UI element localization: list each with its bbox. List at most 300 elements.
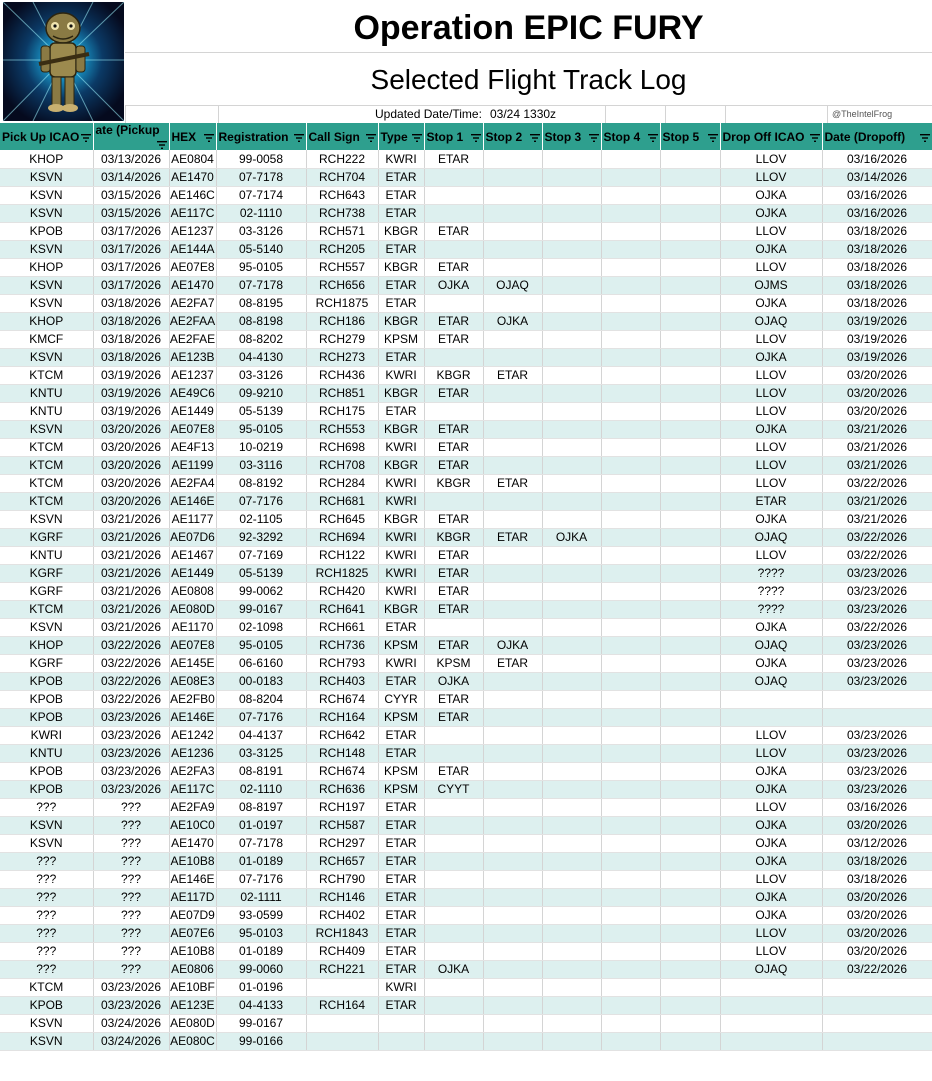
table-cell[interactable]: 03/21/2026 — [822, 420, 932, 438]
table-cell[interactable]: KSVN — [0, 204, 93, 222]
table-cell[interactable] — [601, 582, 660, 600]
table-cell[interactable]: LLOV — [720, 474, 822, 492]
table-cell[interactable] — [483, 294, 542, 312]
table-cell[interactable]: 03/21/2026 — [822, 492, 932, 510]
table-cell[interactable]: KTCM — [0, 978, 93, 996]
table-row[interactable] — [0, 474, 932, 492]
table-cell[interactable] — [660, 924, 720, 942]
table-cell[interactable]: OJAQ — [720, 636, 822, 654]
table-cell[interactable]: 08-8195 — [216, 294, 306, 312]
table-cell[interactable]: AE1449 — [169, 564, 216, 582]
table-cell[interactable]: AE1449 — [169, 402, 216, 420]
table-cell[interactable] — [660, 474, 720, 492]
table-cell[interactable]: ETAR — [378, 906, 424, 924]
table-row[interactable] — [0, 438, 932, 456]
table-cell[interactable]: AE2FB0 — [170, 692, 215, 706]
table-cell[interactable]: ETAR — [424, 312, 483, 330]
table-cell[interactable] — [822, 1032, 932, 1050]
table-cell[interactable]: ETAR — [378, 168, 424, 186]
table-cell[interactable] — [660, 204, 720, 222]
table-cell[interactable]: 03/20/2026 — [822, 366, 932, 384]
table-cell[interactable] — [660, 636, 720, 654]
table-cell[interactable]: LLOV — [720, 726, 822, 744]
table-cell[interactable]: 08-8192 — [216, 474, 306, 492]
table-cell[interactable] — [483, 708, 542, 726]
table-cell[interactable] — [483, 456, 542, 474]
table-cell[interactable]: 03/15/2026 — [93, 186, 169, 204]
column-header[interactable] — [601, 123, 660, 150]
table-cell[interactable]: OJKA — [483, 312, 542, 330]
table-cell[interactable]: 03/16/2026 — [822, 204, 932, 222]
table-cell[interactable]: KPOB — [0, 672, 93, 690]
table-cell[interactable]: 07-7176 — [216, 708, 306, 726]
table-cell[interactable]: 03/23/2026 — [93, 708, 169, 726]
table-cell[interactable]: 07-7178 — [216, 834, 306, 852]
table-cell[interactable]: KGRF — [0, 528, 93, 546]
table-cell[interactable] — [601, 996, 660, 1014]
table-cell[interactable] — [660, 294, 720, 312]
table-cell[interactable] — [660, 492, 720, 510]
table-cell[interactable] — [542, 510, 601, 528]
table-cell[interactable]: AE1170 — [169, 618, 216, 636]
table-row[interactable] — [0, 654, 932, 672]
table-cell[interactable] — [660, 870, 720, 888]
table-cell[interactable]: KTCM — [0, 456, 93, 474]
table-cell[interactable]: OJAQ — [483, 276, 542, 294]
table-cell[interactable]: 03/23/2026 — [93, 744, 169, 762]
table-cell[interactable]: RCH436 — [306, 366, 378, 384]
table-cell[interactable]: 03-3126 — [216, 222, 306, 240]
table-cell[interactable] — [542, 582, 601, 600]
table-cell[interactable]: KSVN — [0, 510, 93, 528]
table-cell[interactable]: 95-0103 — [216, 924, 306, 942]
table-cell[interactable]: 03/16/2026 — [822, 150, 932, 168]
table-cell[interactable]: 03/21/2026 — [93, 564, 169, 582]
table-cell[interactable]: KSVN — [0, 420, 93, 438]
table-cell[interactable]: 03/24/2026 — [93, 1014, 169, 1032]
table-cell[interactable]: AE0806 — [169, 960, 216, 978]
column-header[interactable] — [0, 123, 93, 150]
table-cell[interactable]: LLOV — [720, 870, 822, 888]
table-cell[interactable] — [822, 708, 932, 726]
table-cell[interactable] — [424, 906, 483, 924]
table-cell[interactable]: 03/14/2026 — [822, 168, 932, 186]
table-row[interactable] — [0, 510, 932, 528]
table-cell[interactable]: ETAR — [378, 798, 424, 816]
table-cell[interactable] — [542, 1032, 601, 1050]
table-cell[interactable]: LLOV — [720, 258, 822, 276]
table-cell[interactable]: AE146E — [170, 494, 215, 508]
table-cell[interactable]: KSVN — [0, 240, 93, 258]
table-row[interactable] — [0, 186, 932, 204]
table-cell[interactable]: AE07D6 — [170, 530, 215, 544]
table-cell[interactable]: ETAR — [424, 564, 483, 582]
table-cell[interactable]: 03/23/2026 — [822, 564, 932, 582]
table-cell[interactable]: LLOV — [720, 402, 822, 420]
table-cell[interactable]: ???? — [720, 600, 822, 618]
table-cell[interactable]: KWRI — [378, 474, 424, 492]
table-cell[interactable]: 99-0167 — [216, 600, 306, 618]
table-cell[interactable]: RCH197 — [306, 798, 378, 816]
table-cell[interactable]: RCH279 — [306, 330, 378, 348]
table-cell[interactable]: AE10B8 — [170, 944, 215, 958]
table-cell[interactable] — [483, 690, 542, 708]
table-cell[interactable]: KWRI — [0, 726, 93, 744]
table-cell[interactable] — [660, 312, 720, 330]
table-cell[interactable]: 03/22/2026 — [822, 960, 932, 978]
column-header[interactable] — [216, 123, 306, 150]
table-cell[interactable]: 08-8191 — [216, 762, 306, 780]
table-cell[interactable] — [542, 672, 601, 690]
table-cell[interactable]: 03/20/2026 — [822, 384, 932, 402]
table-cell[interactable]: KPSM — [378, 780, 424, 798]
table-cell[interactable]: ETAR — [378, 960, 424, 978]
table-cell[interactable] — [601, 618, 660, 636]
table-cell[interactable] — [483, 510, 542, 528]
table-cell[interactable]: 03/19/2026 — [822, 312, 932, 330]
column-header[interactable] — [93, 123, 169, 150]
table-cell[interactable]: RCH851 — [306, 384, 378, 402]
table-cell[interactable] — [542, 654, 601, 672]
table-row[interactable] — [0, 402, 932, 420]
column-header[interactable] — [169, 123, 216, 150]
table-cell[interactable]: OJKA — [720, 654, 822, 672]
table-cell[interactable]: CYYR — [378, 690, 424, 708]
table-cell[interactable] — [483, 726, 542, 744]
table-cell[interactable] — [542, 780, 601, 798]
table-cell[interactable]: 05-5139 — [216, 402, 306, 420]
table-row[interactable] — [0, 420, 932, 438]
table-cell[interactable]: ETAR — [378, 888, 424, 906]
table-cell[interactable] — [542, 456, 601, 474]
table-cell[interactable] — [660, 672, 720, 690]
table-row[interactable] — [0, 276, 932, 294]
table-cell[interactable]: ETAR — [424, 222, 483, 240]
table-cell[interactable]: RCH694 — [306, 528, 378, 546]
filter-icon[interactable] — [81, 133, 91, 143]
table-cell[interactable]: RCH175 — [306, 402, 378, 420]
table-cell[interactable]: 03/20/2026 — [93, 420, 169, 438]
table-cell[interactable]: ETAR — [378, 618, 424, 636]
table-cell[interactable]: 08-8202 — [216, 330, 306, 348]
table-cell[interactable]: OJKA — [483, 636, 542, 654]
table-cell[interactable]: 07-7174 — [216, 186, 306, 204]
table-cell[interactable]: ETAR — [378, 942, 424, 960]
table-cell[interactable] — [424, 294, 483, 312]
table-cell[interactable]: ETAR — [378, 672, 424, 690]
table-cell[interactable]: 99-0060 — [216, 960, 306, 978]
table-cell[interactable] — [542, 294, 601, 312]
table-cell[interactable] — [660, 258, 720, 276]
table-cell[interactable]: OJKA — [720, 816, 822, 834]
table-cell[interactable]: OJKA — [720, 510, 822, 528]
table-cell[interactable]: ETAR — [378, 996, 424, 1014]
table-cell[interactable]: 03/24/2026 — [93, 1032, 169, 1050]
filter-icon[interactable] — [366, 133, 376, 143]
table-cell[interactable] — [660, 816, 720, 834]
table-cell[interactable] — [601, 636, 660, 654]
table-cell[interactable] — [483, 780, 542, 798]
table-cell[interactable]: 03/22/2026 — [822, 474, 932, 492]
table-row[interactable] — [0, 690, 932, 708]
table-row[interactable] — [0, 816, 932, 834]
table-cell[interactable]: 95-0105 — [216, 636, 306, 654]
table-cell[interactable] — [720, 708, 822, 726]
table-cell[interactable]: RCH681 — [306, 492, 378, 510]
table-cell[interactable]: KBGR — [424, 474, 483, 492]
table-row[interactable] — [0, 294, 932, 312]
filter-icon[interactable] — [294, 133, 304, 143]
table-cell[interactable]: AE1242 — [169, 726, 216, 744]
table-cell[interactable]: RCH1825 — [306, 564, 378, 582]
table-cell[interactable] — [424, 942, 483, 960]
table-cell[interactable]: ??? — [93, 798, 169, 816]
table-cell[interactable]: RCH642 — [306, 726, 378, 744]
table-cell[interactable]: 95-0105 — [216, 258, 306, 276]
table-cell[interactable] — [424, 402, 483, 420]
table-cell[interactable] — [601, 780, 660, 798]
table-cell[interactable] — [660, 780, 720, 798]
table-cell[interactable] — [542, 852, 601, 870]
table-cell[interactable]: ETAR — [424, 582, 483, 600]
table-cell[interactable]: KSVN — [0, 168, 93, 186]
table-cell[interactable] — [601, 798, 660, 816]
table-cell[interactable]: RCH736 — [306, 636, 378, 654]
table-cell[interactable]: AE144A — [170, 242, 215, 256]
column-header[interactable] — [483, 123, 542, 150]
table-cell[interactable]: 03/18/2026 — [93, 294, 169, 312]
table-cell[interactable] — [424, 852, 483, 870]
table-cell[interactable]: ETAR — [378, 816, 424, 834]
table-cell[interactable]: 03/21/2026 — [93, 528, 169, 546]
table-cell[interactable]: 03/21/2026 — [93, 510, 169, 528]
table-cell[interactable] — [822, 996, 932, 1014]
table-row[interactable] — [0, 636, 932, 654]
table-cell[interactable]: ???? — [720, 564, 822, 582]
table-cell[interactable]: 01-0189 — [216, 852, 306, 870]
table-cell[interactable]: 03/18/2026 — [822, 222, 932, 240]
table-cell[interactable]: ETAR — [378, 870, 424, 888]
table-cell[interactable] — [424, 186, 483, 204]
table-cell[interactable]: KNTU — [0, 546, 93, 564]
table-cell[interactable]: OJKA — [720, 888, 822, 906]
table-cell[interactable] — [542, 348, 601, 366]
table-cell[interactable] — [424, 168, 483, 186]
table-cell[interactable] — [720, 1032, 822, 1050]
table-cell[interactable] — [424, 870, 483, 888]
table-cell[interactable]: 03/21/2026 — [93, 546, 169, 564]
table-cell[interactable]: RCH643 — [306, 186, 378, 204]
column-header[interactable] — [660, 123, 720, 150]
table-cell[interactable]: RCH164 — [306, 996, 378, 1014]
table-cell[interactable]: 03/20/2026 — [93, 438, 169, 456]
table-cell[interactable]: 03/21/2026 — [822, 510, 932, 528]
table-cell[interactable] — [601, 186, 660, 204]
table-cell[interactable]: KWRI — [378, 978, 424, 996]
table-cell[interactable]: 03/23/2026 — [822, 654, 932, 672]
table-cell[interactable]: 03/22/2026 — [822, 546, 932, 564]
table-cell[interactable] — [601, 240, 660, 258]
table-cell[interactable] — [424, 348, 483, 366]
table-cell[interactable] — [601, 438, 660, 456]
table-cell[interactable]: 03/21/2026 — [822, 438, 932, 456]
table-cell[interactable] — [660, 726, 720, 744]
table-cell[interactable]: AE2FA4 — [170, 476, 215, 490]
table-cell[interactable]: AE07E8 — [170, 638, 215, 652]
table-cell[interactable] — [483, 816, 542, 834]
table-cell[interactable]: 03/23/2026 — [93, 762, 169, 780]
table-cell[interactable] — [660, 528, 720, 546]
table-cell[interactable] — [601, 150, 660, 168]
table-cell[interactable]: KSVN — [0, 1032, 93, 1050]
table-cell[interactable]: RCH222 — [306, 150, 378, 168]
table-cell[interactable] — [660, 888, 720, 906]
table-cell[interactable] — [542, 996, 601, 1014]
table-row[interactable] — [0, 996, 932, 1014]
table-cell[interactable]: ETAR — [483, 474, 542, 492]
table-cell[interactable] — [601, 294, 660, 312]
table-cell[interactable]: RCH738 — [306, 204, 378, 222]
table-cell[interactable] — [542, 816, 601, 834]
table-cell[interactable] — [601, 420, 660, 438]
table-cell[interactable]: AE1237 — [169, 366, 216, 384]
table-cell[interactable]: AE1199 — [169, 456, 216, 474]
table-cell[interactable] — [660, 546, 720, 564]
table-cell[interactable] — [483, 1014, 542, 1032]
table-cell[interactable]: ETAR — [378, 744, 424, 762]
table-cell[interactable]: 03/13/2026 — [93, 150, 169, 168]
table-cell[interactable] — [822, 978, 932, 996]
table-cell[interactable]: KGRF — [0, 654, 93, 672]
table-cell[interactable]: 07-7169 — [216, 546, 306, 564]
table-cell[interactable]: LLOV — [720, 798, 822, 816]
table-cell[interactable]: KBGR — [378, 420, 424, 438]
table-cell[interactable]: ETAR — [424, 600, 483, 618]
table-cell[interactable]: KBGR — [378, 456, 424, 474]
table-cell[interactable] — [601, 906, 660, 924]
table-row[interactable] — [0, 222, 932, 240]
table-cell[interactable]: 03/20/2026 — [93, 456, 169, 474]
table-cell[interactable] — [660, 762, 720, 780]
table-cell[interactable]: KSVN — [0, 186, 93, 204]
table-cell[interactable]: 03/19/2026 — [822, 348, 932, 366]
table-cell[interactable] — [424, 492, 483, 510]
table-cell[interactable]: ETAR — [378, 204, 424, 222]
table-cell[interactable]: 03/23/2026 — [822, 600, 932, 618]
table-cell[interactable] — [601, 672, 660, 690]
table-cell[interactable]: 01-0189 — [216, 942, 306, 960]
table-cell[interactable]: KSVN — [0, 618, 93, 636]
table-cell[interactable] — [542, 384, 601, 402]
table-cell[interactable]: 04-4130 — [216, 348, 306, 366]
table-cell[interactable] — [542, 312, 601, 330]
table-cell[interactable] — [542, 402, 601, 420]
table-row[interactable] — [0, 942, 932, 960]
table-cell[interactable]: 03/23/2026 — [822, 672, 932, 690]
table-cell[interactable]: AE07E8 — [170, 260, 215, 274]
table-cell[interactable]: AE080D — [170, 1016, 215, 1030]
table-cell[interactable] — [542, 168, 601, 186]
table-cell[interactable]: 03/22/2026 — [93, 672, 169, 690]
table-cell[interactable] — [542, 762, 601, 780]
table-cell[interactable] — [483, 564, 542, 582]
table-cell[interactable]: 03/18/2026 — [822, 852, 932, 870]
table-cell[interactable] — [424, 618, 483, 636]
column-header[interactable] — [720, 123, 822, 150]
table-cell[interactable] — [483, 1032, 542, 1050]
table-cell[interactable]: ETAR — [424, 258, 483, 276]
table-cell[interactable]: 03/21/2026 — [93, 582, 169, 600]
table-cell[interactable] — [378, 1032, 424, 1050]
table-row[interactable] — [0, 834, 932, 852]
table-cell[interactable]: LLOV — [720, 438, 822, 456]
table-row[interactable] — [0, 150, 932, 168]
table-cell[interactable]: KSVN — [0, 834, 93, 852]
table-cell[interactable] — [542, 222, 601, 240]
table-cell[interactable]: ETAR — [424, 330, 483, 348]
table-row[interactable] — [0, 528, 932, 546]
table-cell[interactable]: ??? — [0, 906, 93, 924]
table-cell[interactable] — [483, 492, 542, 510]
table-cell[interactable]: OJKA — [720, 618, 822, 636]
table-cell[interactable] — [542, 330, 601, 348]
table-cell[interactable]: KTCM — [0, 474, 93, 492]
table-cell[interactable]: 03/23/2026 — [93, 996, 169, 1014]
table-cell[interactable] — [660, 348, 720, 366]
table-cell[interactable] — [542, 474, 601, 492]
table-cell[interactable]: 03/23/2026 — [822, 762, 932, 780]
table-cell[interactable]: ??? — [93, 852, 169, 870]
table-row[interactable] — [0, 762, 932, 780]
table-cell[interactable]: KBGR — [424, 528, 483, 546]
table-cell[interactable]: 07-7178 — [216, 168, 306, 186]
table-cell[interactable]: LLOV — [720, 366, 822, 384]
table-row[interactable] — [0, 456, 932, 474]
table-cell[interactable]: 07-7176 — [216, 492, 306, 510]
table-cell[interactable] — [601, 510, 660, 528]
table-cell[interactable]: 04-4137 — [216, 726, 306, 744]
table-cell[interactable]: 03/23/2026 — [822, 744, 932, 762]
table-cell[interactable]: RCH645 — [306, 510, 378, 528]
table-cell[interactable] — [601, 654, 660, 672]
table-cell[interactable]: AE1470 — [169, 276, 216, 294]
table-cell[interactable] — [601, 726, 660, 744]
table-cell[interactable] — [542, 924, 601, 942]
table-cell[interactable]: RCH674 — [306, 762, 378, 780]
table-cell[interactable]: RCH146 — [306, 888, 378, 906]
table-row[interactable] — [0, 780, 932, 798]
table-cell[interactable]: AE07D9 — [170, 908, 215, 922]
table-cell[interactable]: 03/18/2026 — [822, 240, 932, 258]
table-cell[interactable]: AE2FA7 — [170, 296, 215, 310]
table-cell[interactable]: 03/22/2026 — [822, 528, 932, 546]
table-cell[interactable]: RCH164 — [306, 708, 378, 726]
table-cell[interactable]: LLOV — [720, 924, 822, 942]
table-cell[interactable] — [542, 240, 601, 258]
table-cell[interactable]: AE2FAE — [169, 332, 216, 346]
table-cell[interactable]: KNTU — [0, 384, 93, 402]
table-cell[interactable]: ETAR — [378, 294, 424, 312]
table-cell[interactable]: LLOV — [720, 942, 822, 960]
table-cell[interactable]: 05-5139 — [216, 564, 306, 582]
table-cell[interactable] — [424, 726, 483, 744]
column-header[interactable] — [306, 123, 378, 150]
table-cell[interactable]: AE2FA9 — [170, 800, 215, 814]
table-cell[interactable]: AE146E — [170, 872, 215, 886]
table-cell[interactable]: KNTU — [0, 744, 93, 762]
table-row[interactable] — [0, 366, 932, 384]
table-cell[interactable] — [601, 456, 660, 474]
